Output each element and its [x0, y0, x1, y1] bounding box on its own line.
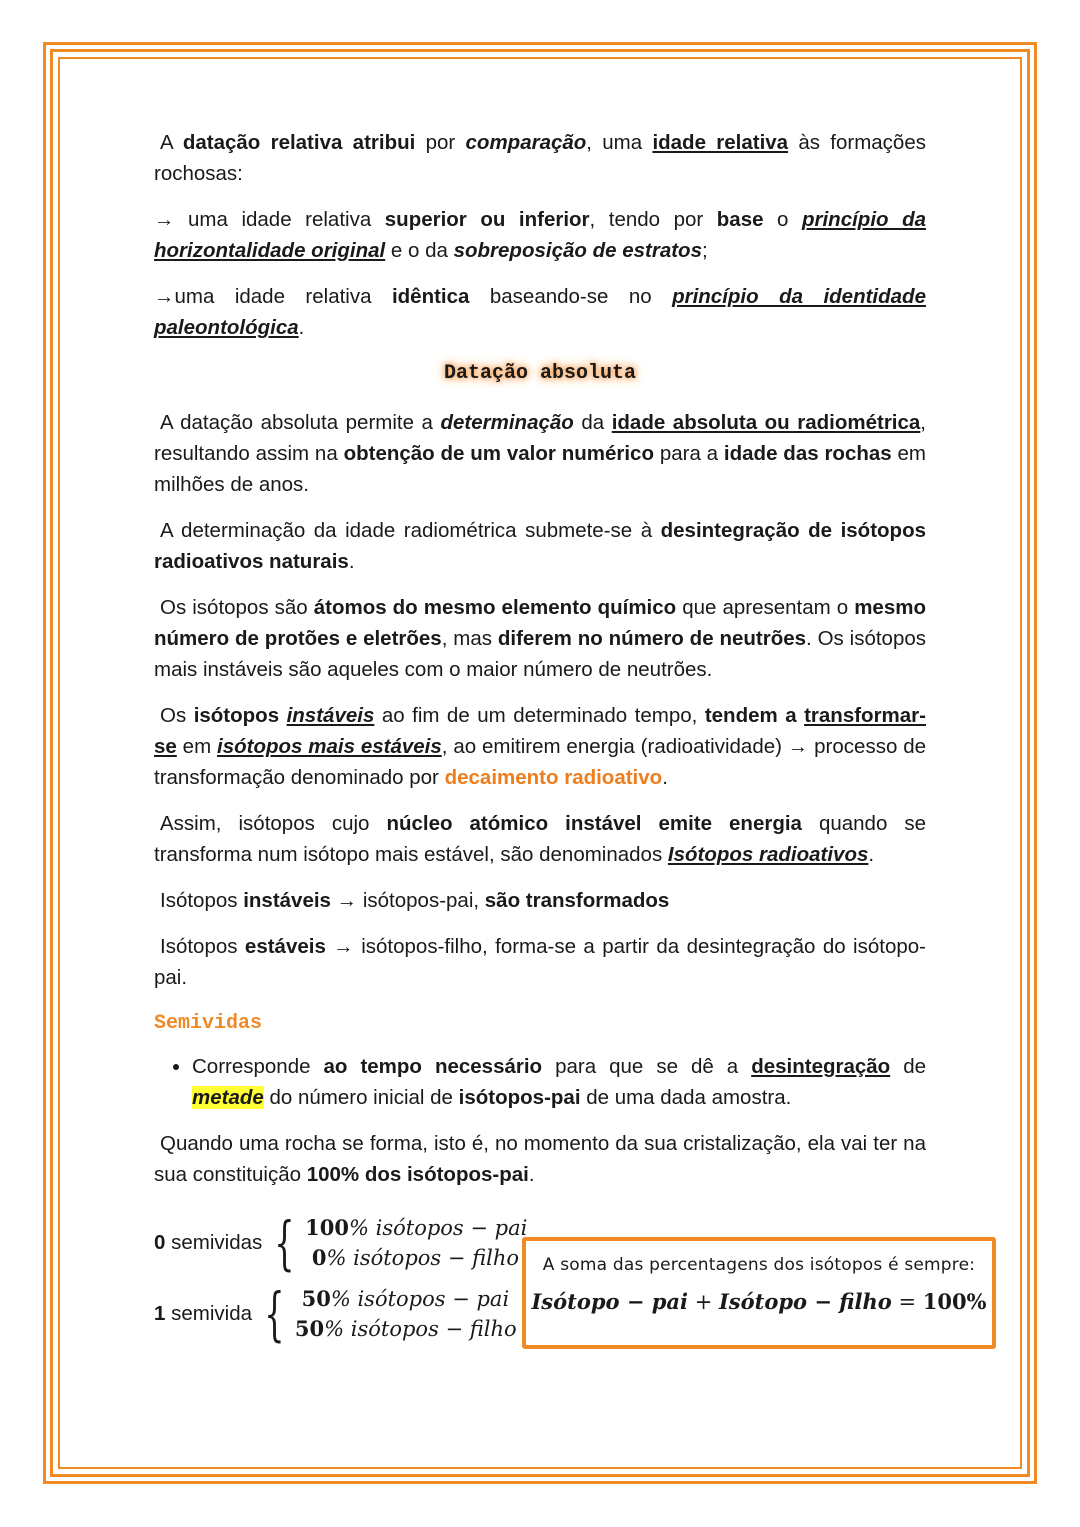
brace-symbol: { [264, 1280, 285, 1348]
text-bold: diferem no número de neutrões [497, 627, 807, 650]
text-bold-italic-underline: princípio da horizontalidade original [154, 208, 926, 262]
text-bold-underline: transformar-se [154, 704, 926, 758]
section-title-half-lives: Semividas [154, 1012, 263, 1035]
percentage-label: % isótopos − pai [349, 1216, 528, 1240]
text-bold-italic: determinação [440, 411, 574, 434]
text: Os [160, 704, 194, 727]
half-life-1 [154, 1280, 517, 1348]
equation-operator: + [688, 1290, 719, 1314]
text-bold: obtenção de um valor numérico [343, 442, 654, 465]
text: , uma [586, 131, 653, 154]
text: . [662, 766, 668, 789]
bullet-list [154, 1051, 926, 1113]
equation-result: 100% [922, 1289, 987, 1314]
text-bold-underline: idade relativa [652, 131, 789, 154]
text-bold-italic: comparação [465, 131, 587, 154]
percentage-label: % isótopos − pai [330, 1287, 510, 1311]
text: , tendo por [589, 208, 717, 231]
percentage-value: 0 [311, 1245, 327, 1270]
text: → isótopos-filho, forma-se a partir da desintegração do isótopo-pai. [154, 935, 926, 989]
text: , resultando assim na [154, 411, 926, 465]
text: ao fim de um determinado tempo, [374, 704, 705, 727]
paragraph-unstable-isotopes [154, 700, 926, 793]
text-bold: núcleo atómico instável emite energia [386, 812, 802, 835]
text: por [415, 131, 466, 154]
text: →uma idade relativa [154, 285, 392, 308]
text: o [763, 208, 802, 231]
percentage-label: % isótopos − filho [324, 1317, 517, 1341]
text-bold: isótopos-pai [458, 1086, 581, 1109]
paragraph-radioactive-isotopes [154, 808, 926, 870]
equation-operator: = [891, 1290, 923, 1314]
percentage-label: % isótopos − filho [326, 1246, 520, 1270]
text: baseando-se no [469, 285, 673, 308]
paragraph-daughter-isotopes [154, 931, 926, 993]
text-bold: instáveis [243, 889, 331, 912]
section-title-absolute-dating [154, 358, 926, 389]
list-item [192, 1051, 926, 1113]
text: às formações rochosas: [154, 131, 926, 185]
text: Isótopos [160, 889, 244, 912]
text: ; [701, 239, 708, 262]
text: da [573, 411, 612, 434]
paragraph-radiometric [154, 515, 926, 577]
half-life-count: 1 [154, 1302, 166, 1325]
paragraph-superior-inferior [154, 204, 926, 266]
parent-percentage [295, 1284, 517, 1314]
percentage-value: 100 [305, 1215, 349, 1240]
text: Quando uma rocha se forma, isto é, no momento da sua cristalização, ela vai ter na sua constituição [154, 1132, 926, 1186]
text: em [176, 735, 217, 758]
text-bold: idade das rochas [723, 442, 892, 465]
text: . [348, 550, 355, 573]
text: A [160, 131, 183, 154]
text: , ao emitirem energia (radioatividade) → processo de transformação denominado por [154, 735, 926, 789]
text-bold: isótopos [193, 704, 287, 727]
equation-term: Isótopo − pai [531, 1289, 689, 1314]
text-orange-bold: decaimento radioativo [444, 766, 663, 789]
text: . Os isótopos mais instáveis são aqueles com o maior número de neutrões. [154, 627, 926, 681]
text: → uma idade relativa [154, 208, 385, 231]
section-title-text: Datação absoluta [443, 362, 637, 385]
text: . [298, 316, 305, 339]
text: , mas [441, 627, 498, 650]
text: do número inicial de [263, 1086, 459, 1109]
text-bold-italic-underline: instáveis [286, 704, 375, 727]
text: de [890, 1055, 927, 1078]
text: Corresponde [192, 1055, 324, 1078]
half-life-values [295, 1284, 517, 1344]
text-bold: idêntica [391, 285, 470, 308]
text-bold: tendem a [704, 704, 805, 727]
text-bold: 100% dos isótopos-pai [306, 1163, 529, 1186]
paragraph-rock-formation [154, 1128, 926, 1190]
text: e o da [385, 239, 454, 262]
text: Assim, isótopos cujo [160, 812, 387, 835]
text-bold-italic-underline: Isótopos radioativos [667, 843, 869, 866]
sum-rule-text: A soma das percentagens dos isótopos é sempre: [542, 1255, 976, 1275]
text: quando se transforma num isótopo mais estável, são denominados [154, 812, 927, 866]
half-life-label: semivida [165, 1302, 252, 1325]
text-bold-italic-underline: isótopos mais estáveis [217, 735, 442, 758]
daughter-percentage [305, 1243, 527, 1273]
paragraph-absolute-dating [154, 407, 926, 500]
text-bold: mesmo número de protões e eletrões [154, 596, 926, 650]
text-bold: base [716, 208, 764, 231]
text: Isótopos [160, 935, 245, 958]
text: de uma dada amostra. [580, 1086, 792, 1109]
text: → isótopos-pai, [330, 889, 485, 912]
text: para a [653, 442, 724, 465]
paragraph-relative-dating [154, 127, 926, 189]
text-bold: são transformados [484, 889, 670, 912]
text-bold: estáveis [244, 935, 326, 958]
daughter-percentage [295, 1314, 517, 1344]
half-life-values [305, 1213, 527, 1273]
percentage-value: 50 [294, 1316, 325, 1341]
text-bold: átomos do mesmo elemento químico [313, 596, 677, 619]
paragraph-identica [154, 281, 926, 343]
text: A datação absoluta permite a [160, 411, 441, 434]
equation-term: Isótopo − filho [718, 1289, 892, 1314]
text-highlighted: metade [192, 1086, 264, 1109]
text: . [868, 843, 875, 866]
text: Os isótopos são [160, 596, 314, 619]
document-body [154, 127, 926, 1205]
text: A determinação da idade radiométrica submete-se à [160, 519, 661, 542]
text: . [528, 1163, 535, 1186]
text-bold-italic-underline: princípio da identidade paleontológica [154, 285, 926, 339]
text: para que se dê a [542, 1055, 752, 1078]
half-life-0 [154, 1209, 528, 1277]
text-bold-italic: sobreposição de estratos [453, 239, 702, 262]
sum-rule-equation [526, 1289, 992, 1314]
text: em milhões de anos. [154, 442, 926, 496]
paragraph-isotopes [154, 592, 926, 685]
text: que apresentam o [676, 596, 855, 619]
text-bold: datação relativa atribui [182, 131, 416, 154]
text-bold: desintegração de isótopos radioativos naturais [154, 519, 926, 573]
text-bold-underline: desintegração [751, 1055, 891, 1078]
paragraph-parent-isotopes [154, 885, 926, 916]
brace-symbol: { [274, 1209, 295, 1277]
sum-rule-box [522, 1237, 996, 1349]
text-bold: ao tempo necessário [323, 1055, 543, 1078]
text-bold: superior ou inferior [384, 208, 590, 231]
half-life-label: semividas [165, 1231, 263, 1254]
percentage-value: 50 [301, 1286, 331, 1311]
half-life-count: 0 [154, 1231, 166, 1254]
parent-percentage [305, 1213, 527, 1243]
text-bold-underline: idade absoluta ou radiométrica [611, 411, 921, 434]
